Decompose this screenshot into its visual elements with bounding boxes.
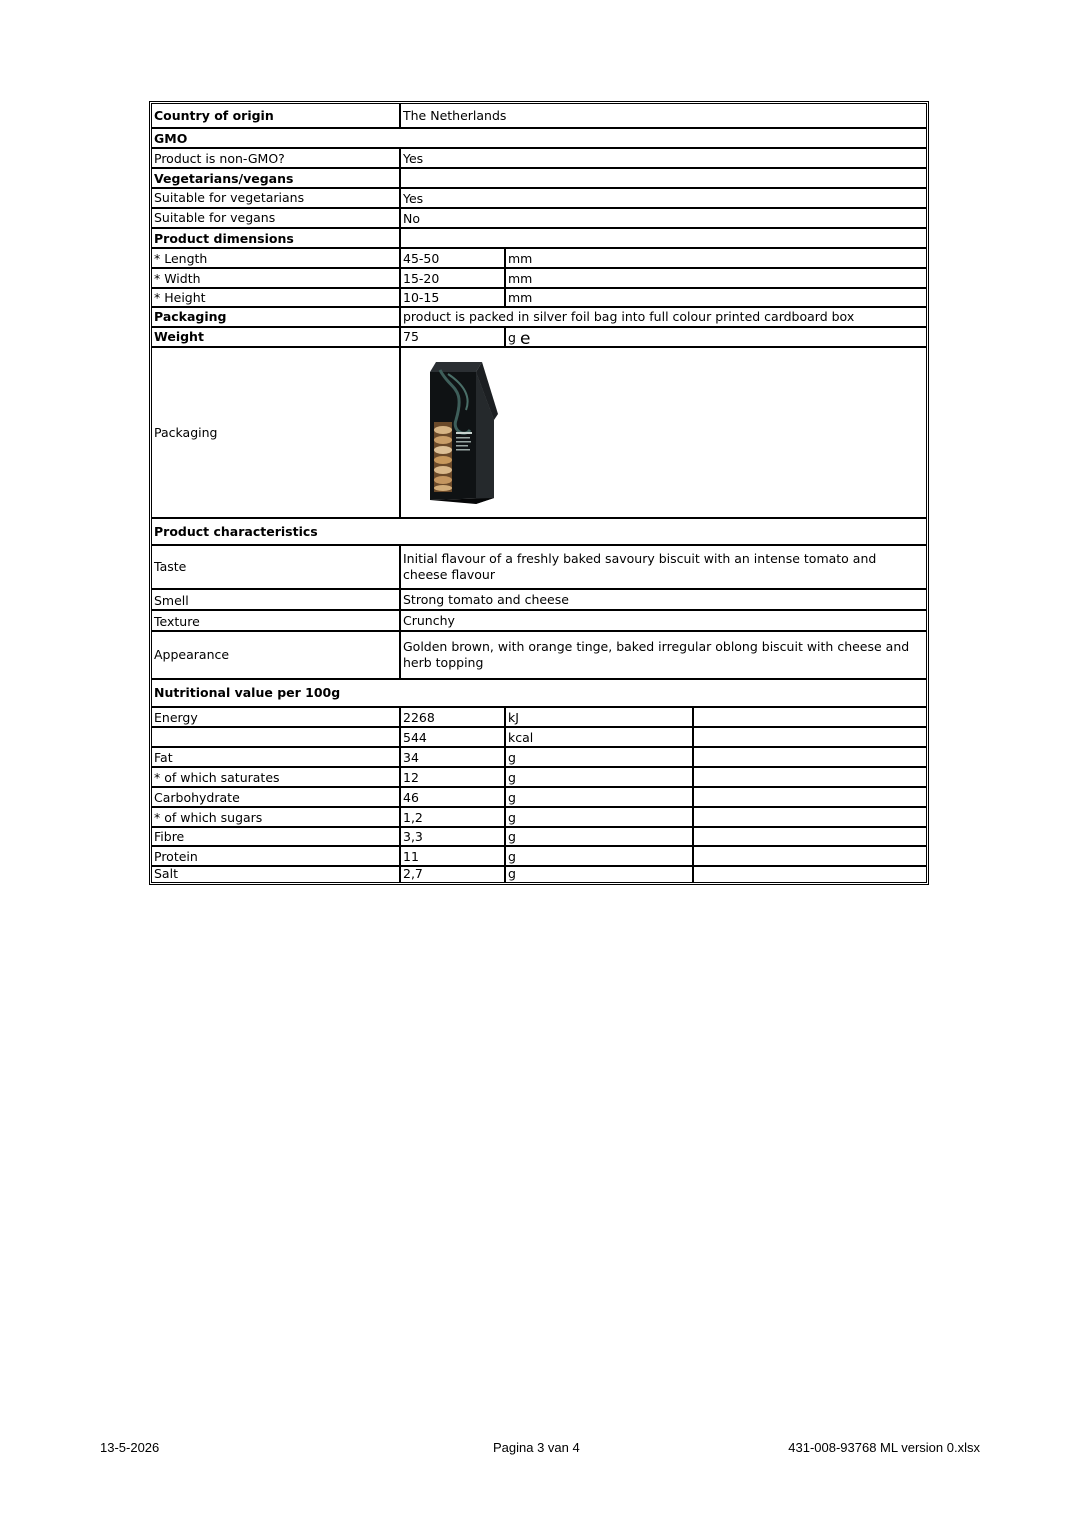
veg-header-empty xyxy=(401,169,926,187)
footer-filename: 431-008-93768 ML version 0.xlsx xyxy=(788,1440,980,1455)
nutrient-label xyxy=(152,728,401,746)
nutrient-unit: kcal xyxy=(506,728,694,746)
nutrition-row xyxy=(152,748,926,768)
texture-value: Crunchy xyxy=(403,612,455,628)
row-vegans xyxy=(152,209,926,229)
packaging-label: Packaging xyxy=(152,308,401,326)
nutrient-extra xyxy=(694,828,926,845)
dims-header-empty xyxy=(401,229,926,247)
packaging-value: product is packed in silver foil bag into full colour printed cardboard box xyxy=(403,309,855,324)
height-unit: mm xyxy=(508,290,533,305)
row-width xyxy=(152,269,926,289)
nutrient-label: * of which saturates xyxy=(152,768,401,786)
row-height xyxy=(152,289,926,308)
nutrient-label: Fibre xyxy=(152,828,401,845)
nutrient-unit: g xyxy=(506,828,694,845)
nutrient-extra xyxy=(694,808,926,826)
row-weight xyxy=(152,328,926,348)
row-smell xyxy=(152,590,926,611)
row-characteristics-header xyxy=(152,519,926,546)
height-label: * Height xyxy=(152,289,401,306)
nutrient-unit: g xyxy=(506,847,694,865)
length-label: * Length xyxy=(152,249,401,267)
row-appearance xyxy=(152,632,926,680)
nutrient-label: * of which sugars xyxy=(152,808,401,826)
smell-value: Strong tomato and cheese xyxy=(403,591,569,607)
nutrient-unit: kJ xyxy=(506,708,694,726)
texture-label: Texture xyxy=(152,611,401,630)
product-box-image xyxy=(426,360,500,506)
width-unit: mm xyxy=(508,271,533,286)
weight-value: 75 xyxy=(401,328,506,346)
nutrient-unit: g xyxy=(506,867,694,882)
nongmo-label: Product is non-GMO? xyxy=(152,149,401,167)
row-dims-header xyxy=(152,229,926,249)
weight-unit-suffix: e xyxy=(519,329,531,346)
nutrient-extra xyxy=(694,768,926,786)
weight-unit: g xyxy=(508,330,516,345)
nutrient-value: 11 xyxy=(401,847,506,865)
nutrient-value: 34 xyxy=(401,748,506,766)
vegetarians-label: Suitable for vegetarians xyxy=(152,189,401,207)
nutrition-row xyxy=(152,847,926,867)
appearance-label: Appearance xyxy=(152,632,401,678)
taste-value: Initial flavour of a freshly baked savoury biscuit with an intense tomato and cheese flavour xyxy=(403,551,877,582)
row-nongmo xyxy=(152,149,926,169)
packaging-image-label: Packaging xyxy=(152,348,401,517)
nutrition-row xyxy=(152,768,926,788)
row-packaging xyxy=(152,308,926,328)
nutrient-extra xyxy=(694,847,926,865)
nongmo-value: Yes xyxy=(403,151,424,166)
vegans-value: No xyxy=(403,211,420,226)
nutrition-row xyxy=(152,708,926,728)
nutrient-unit: g xyxy=(506,808,694,826)
packaging-image-cell xyxy=(401,348,926,517)
footer-date: 13-5-2026 xyxy=(100,1440,160,1455)
nutrient-label: Salt xyxy=(152,867,401,882)
country-label: Country of origin xyxy=(152,104,401,127)
nutrition-header: Nutritional value per 100g xyxy=(154,685,341,700)
country-value: The Netherlands xyxy=(403,107,507,123)
nutrient-value: 12 xyxy=(401,768,506,786)
nutrition-row xyxy=(152,828,926,847)
row-vegetarians xyxy=(152,189,926,209)
veg-header: Vegetarians/vegans xyxy=(152,169,401,187)
product-spec-table xyxy=(149,101,929,885)
nutrition-row xyxy=(152,788,926,808)
nutrient-value: 2,7 xyxy=(401,867,506,882)
characteristics-header: Product characteristics xyxy=(154,523,318,539)
nutrition-row xyxy=(152,867,926,882)
smell-label: Smell xyxy=(152,590,401,609)
nutrition-row xyxy=(152,728,926,748)
weight-label: Weight xyxy=(152,328,401,346)
row-texture xyxy=(152,611,926,632)
nutrient-label: Fat xyxy=(152,748,401,766)
vegans-label: Suitable for vegans xyxy=(152,209,401,227)
nutrient-value: 544 xyxy=(401,728,506,746)
nutrient-label: Carbohydrate xyxy=(152,788,401,806)
appearance-value: Golden brown, with orange tinge, baked irregular oblong biscuit with cheese and herb topping xyxy=(403,639,910,670)
row-nutrition-header xyxy=(152,680,926,708)
row-gmo-header xyxy=(152,129,926,149)
nutrient-label: Energy xyxy=(152,708,401,726)
nutrient-label: Protein xyxy=(152,847,401,865)
taste-label: Taste xyxy=(152,546,401,588)
footer-page-number: Pagina 3 van 4 xyxy=(493,1440,580,1455)
nutrient-extra xyxy=(694,748,926,766)
length-unit: mm xyxy=(508,251,533,266)
nutrient-extra xyxy=(694,728,926,746)
length-value: 45-50 xyxy=(401,249,506,267)
dims-header: Product dimensions xyxy=(152,229,401,247)
nutrient-value: 3,3 xyxy=(401,828,506,845)
height-value: 10-15 xyxy=(401,289,506,306)
nutrient-unit: g xyxy=(506,788,694,806)
nutrient-unit: g xyxy=(506,768,694,786)
nutrient-value: 46 xyxy=(401,788,506,806)
row-taste xyxy=(152,546,926,590)
nutrient-value: 1,2 xyxy=(401,808,506,826)
row-packaging-image xyxy=(152,348,926,519)
row-country xyxy=(152,104,926,129)
nutrient-extra xyxy=(694,788,926,806)
weight-unit-cell xyxy=(506,328,926,346)
nutrient-extra xyxy=(694,867,926,882)
nutrition-row xyxy=(152,808,926,828)
row-length xyxy=(152,249,926,269)
nutrient-value: 2268 xyxy=(401,708,506,726)
row-veg-header xyxy=(152,169,926,189)
nutrient-extra xyxy=(694,708,926,726)
width-value: 15-20 xyxy=(401,269,506,287)
gmo-header: GMO xyxy=(154,131,188,146)
vegetarians-value: Yes xyxy=(403,191,424,206)
nutrient-unit: g xyxy=(506,748,694,766)
width-label: * Width xyxy=(152,269,401,287)
